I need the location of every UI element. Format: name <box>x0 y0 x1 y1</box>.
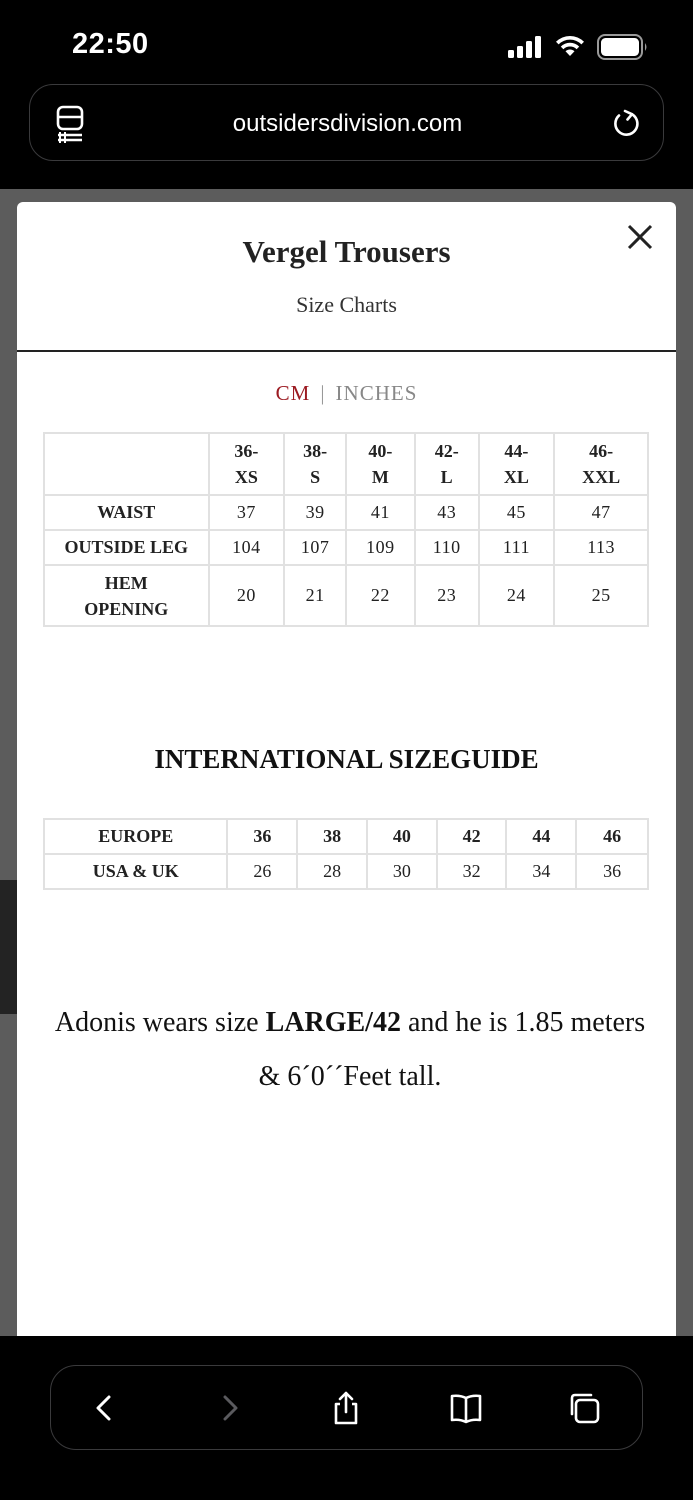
table-row-waist <box>44 495 648 530</box>
table-cell: 26 <box>227 854 297 889</box>
note-size-bold: LARGE/42 <box>265 1007 401 1038</box>
modal-subtitle: Size Charts <box>296 292 397 317</box>
size-number: 36- <box>234 441 259 461</box>
table-cell: 23 <box>415 565 479 626</box>
table-cell: 30 <box>367 854 437 889</box>
unit-toggle <box>17 381 676 406</box>
table-cell: 41 <box>346 495 415 530</box>
size-number: 40- <box>368 441 393 461</box>
size-header-cell <box>284 433 346 495</box>
row-label-line: OPENING <box>84 598 169 619</box>
table-cell: 104 <box>209 530 285 565</box>
table-cell: 47 <box>554 495 648 530</box>
reload-icon[interactable] <box>610 109 640 139</box>
size-letter: XS <box>234 467 258 487</box>
row-label-line: HEM <box>104 572 148 593</box>
back-icon[interactable] <box>87 1390 123 1426</box>
table-cell: 38 <box>297 819 367 854</box>
table-cell: 37 <box>209 495 285 530</box>
table-cell: 43 <box>415 495 479 530</box>
divider <box>17 350 676 352</box>
unit-inches-tab[interactable]: INCHES <box>335 381 418 405</box>
browser-toolbar <box>50 1365 643 1450</box>
size-number: 44- <box>504 441 529 461</box>
table-cell: 20 <box>209 565 285 626</box>
signal-icon <box>508 36 544 58</box>
size-letter: M <box>371 467 389 487</box>
table-cell: 32 <box>437 854 507 889</box>
size-header-cell <box>346 433 415 495</box>
row-label: USA & UK <box>44 854 227 889</box>
table-cell: 110 <box>415 530 479 565</box>
page-background-edge <box>0 880 18 1014</box>
unit-cm-tab[interactable]: CM <box>275 381 311 405</box>
battery-icon <box>597 34 649 60</box>
size-number: 46- <box>589 441 614 461</box>
international-size-heading: INTERNATIONAL SIZEGUIDE <box>154 744 539 774</box>
size-chart-modal <box>17 202 676 1350</box>
table-cell: 34 <box>506 854 576 889</box>
table-cell: 36 <box>227 819 297 854</box>
size-letter: S <box>310 467 321 487</box>
table-cell: 45 <box>479 495 555 530</box>
size-header-cell <box>209 433 285 495</box>
modal-title: Vergel Trousers <box>242 234 451 269</box>
row-label: WAIST <box>44 495 209 530</box>
size-header-cell <box>479 433 555 495</box>
row-label: OUTSIDE LEG <box>44 530 209 565</box>
row-label: EUROPE <box>44 819 227 854</box>
size-header-cell <box>415 433 479 495</box>
table-row-hem-opening <box>44 565 648 626</box>
note-text: Adonis wears size <box>54 1007 266 1038</box>
size-letter: XL <box>503 467 529 487</box>
international-size-table <box>43 818 649 890</box>
size-number: 42- <box>434 441 459 461</box>
table-cell: 109 <box>346 530 415 565</box>
table-cell: 42 <box>437 819 507 854</box>
size-number: 38- <box>303 441 328 461</box>
url-text[interactable]: outsidersdivision.com <box>232 110 463 137</box>
status-time: 22:50 <box>72 28 149 60</box>
table-cell: 28 <box>297 854 367 889</box>
table-row-outside-leg <box>44 530 648 565</box>
forward-icon[interactable] <box>211 1390 247 1426</box>
row-label <box>44 565 209 626</box>
unit-separator: | <box>320 381 326 405</box>
table-cell: 25 <box>554 565 648 626</box>
reader-mode-icon[interactable] <box>55 103 85 145</box>
table-row-europe <box>44 819 648 854</box>
table-cell: 113 <box>554 530 648 565</box>
size-letter: L <box>440 467 453 487</box>
table-cell: 21 <box>284 565 346 626</box>
table-cell: 107 <box>284 530 346 565</box>
size-chart-table <box>43 432 649 627</box>
table-cell: 46 <box>576 819 648 854</box>
model-size-note <box>45 996 655 1104</box>
note-text: and he is 1.85 meters & 6´0´´Feet tall. <box>258 1007 646 1092</box>
tabs-icon[interactable] <box>567 1390 603 1426</box>
table-cell: 111 <box>479 530 555 565</box>
table-row-usa-uk <box>44 854 648 889</box>
share-icon[interactable] <box>328 1390 364 1426</box>
table-cell: 36 <box>576 854 648 889</box>
header-empty-cell <box>44 433 209 495</box>
bookmarks-icon[interactable] <box>448 1390 484 1426</box>
table-cell: 39 <box>284 495 346 530</box>
table-cell: 22 <box>346 565 415 626</box>
size-letter: XXL <box>582 467 621 487</box>
status-bar <box>0 0 693 86</box>
table-cell: 40 <box>367 819 437 854</box>
table-cell: 24 <box>479 565 555 626</box>
size-header-cell <box>554 433 648 495</box>
size-header-row <box>44 433 648 495</box>
table-cell: 44 <box>506 819 576 854</box>
address-bar[interactable] <box>29 84 664 161</box>
wifi-icon <box>554 34 586 58</box>
